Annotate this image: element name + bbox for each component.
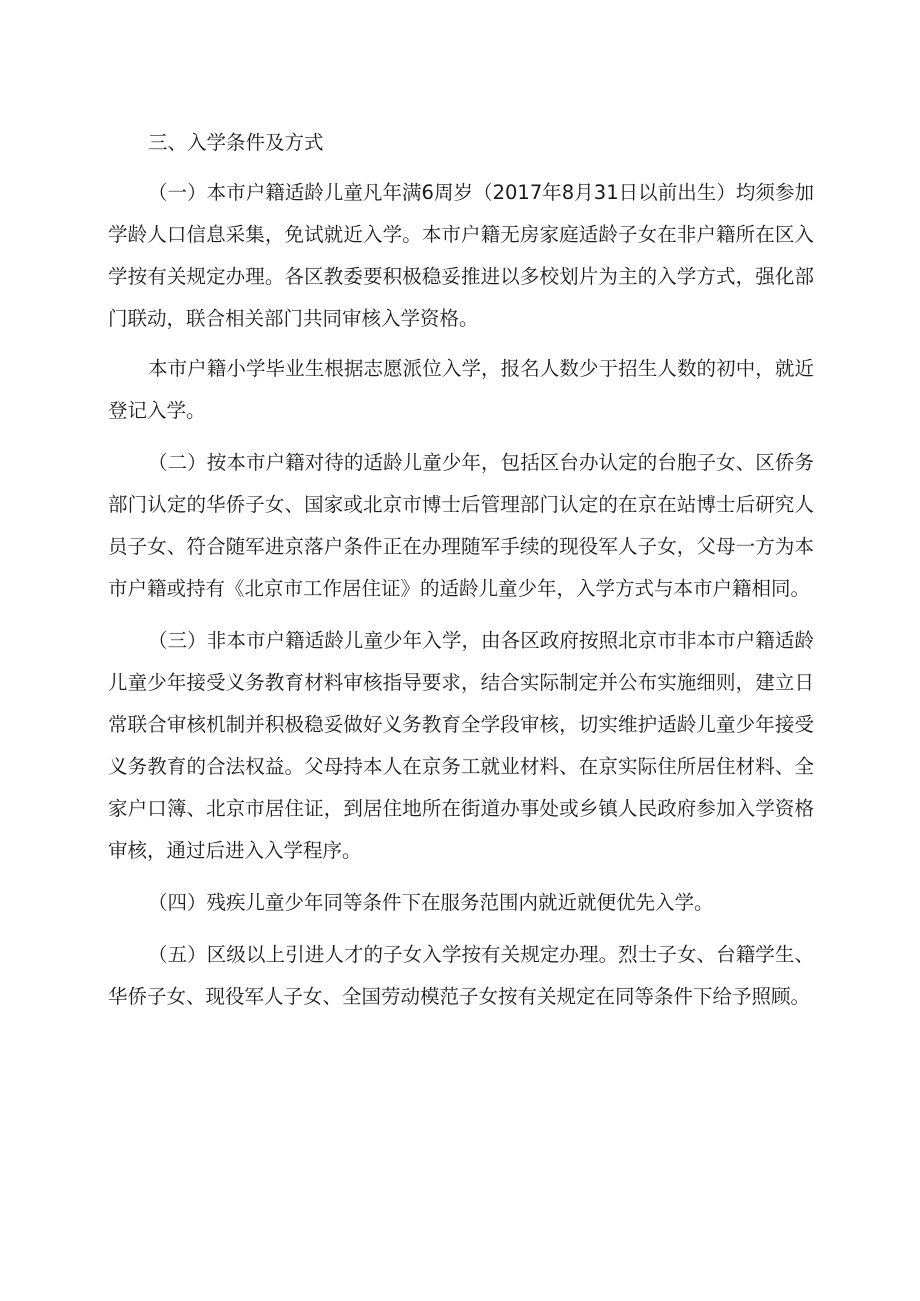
- section-heading: 三、入学条件及方式: [148, 131, 324, 154]
- paragraph-talent-children: （五）区级以上引进人才的子女入学按有关规定办理。烈士子女、台籍学生、华侨子女、现役军人子女、全国劳动模范子女按有关规定在同等条件下给予照顾。: [108, 943, 814, 1008]
- paragraph-non-local: （三）非本市户籍适龄儿童少年入学，由各区政府按照北京市非本市户籍适龄儿童少年接受义务教育材料审核指导要求，结合实际制定并公布实施细则，建立日常联合审核机制并积极稳妥做好义务教育全学段审核，切实维护适龄儿童少年接受义务教育的合法权益。父母持本人在京务工就业材料、在京实际住所居住材料、全家户口簿、北京市居住证，到居住地所在街道办事处或乡镇人民政府参加入学资格审核，通过后进入入学程序。: [108, 629, 814, 862]
- paragraph-middle-school: 本市户籍小学毕业生根据志愿派位入学，报名人数少于招生人数的初中，就近登记入学。: [108, 357, 814, 422]
- paragraph-treated-as-local: （二）按本市户籍对待的适龄儿童少年，包括区台办认定的台胞子女、区侨务部门认定的华侨子女、国家或北京市博士后管理部门认定的在京在站博士后研究人员子女、符合随军进京落户条件正在办理随军手续的现役军人子女，父母一方为本市户籍或持有《北京市工作居住证》的适龄儿童少年，入学方式与本市户籍相同。: [108, 451, 814, 600]
- document-page: [108, 124, 814, 1018]
- paragraph-disabled-children: （四）残疾儿童少年同等条件下在服务范围内就近就便优先入学。: [148, 891, 714, 914]
- paragraph-enrollment-local: （一）本市户籍适龄儿童凡年满6周岁（2017年8月31日以前出生）均须参加学龄人口信息采集，免试就近入学。本市户籍无房家庭适龄子女在非户籍所在区入学按有关规定办理。各区教委要积极稳妥推进以多校划片为主的入学方式，强化部门联动，联合相关部门共同审核入学资格。: [108, 181, 814, 330]
